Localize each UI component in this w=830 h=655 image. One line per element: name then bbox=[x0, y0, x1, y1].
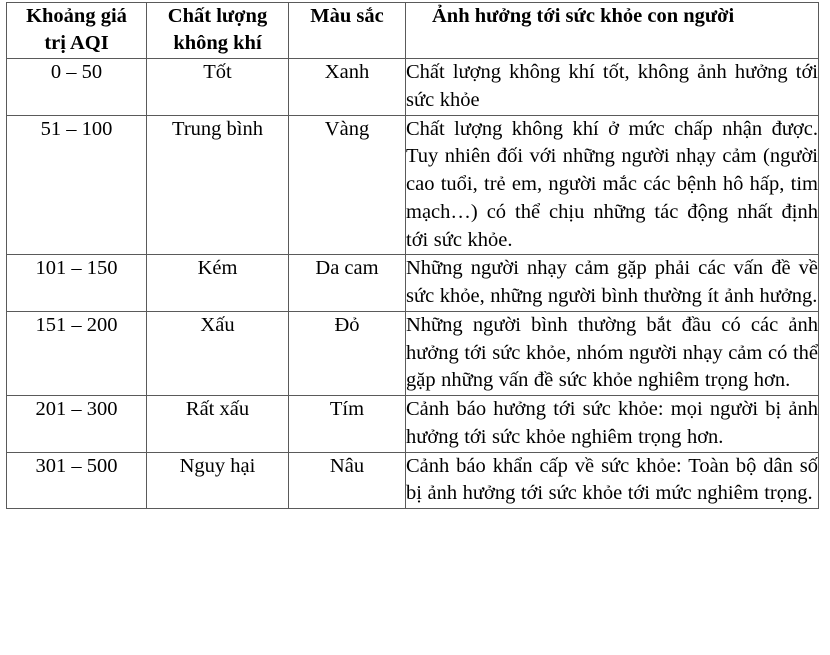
column-header-aqi-range bbox=[7, 3, 147, 59]
cell-health-effect: Chất lượng không khí ở mức chấp nhận được. Tuy nhiên đối với những người nhạy cảm (người cao tuổi, trẻ em, người mắc các bệnh hô hấp, tim mạch…) có thể chịu những tác động nhất định tới sức khỏe. bbox=[406, 115, 819, 255]
cell-health-effect: Cảnh báo khẩn cấp về sức khỏe: Toàn bộ dân số bị ảnh hưởng tới sức khỏe tới mức nghiêm trọng. bbox=[406, 452, 819, 509]
cell-color: Da cam bbox=[289, 255, 406, 312]
column-header-air-quality-line2: không khí bbox=[173, 32, 262, 55]
cell-aqi-range: 301 – 500 bbox=[7, 452, 147, 509]
cell-aqi-range: 201 – 300 bbox=[7, 396, 147, 453]
cell-health-effect: Những người bình thường bắt đầu có các ảnh hưởng tới sức khỏe, nhóm người nhạy cảm có thể gặp những vấn đề sức khỏe nghiêm trọng hơn. bbox=[406, 311, 819, 395]
table-body bbox=[7, 59, 819, 509]
table-row bbox=[7, 311, 819, 395]
cell-health-effect: Chất lượng không khí tốt, không ảnh hưởng tới sức khỏe bbox=[406, 59, 819, 116]
column-header-color bbox=[289, 3, 406, 59]
table-row bbox=[7, 59, 819, 116]
table-row bbox=[7, 115, 819, 255]
column-header-health-effect bbox=[406, 3, 819, 59]
table-row bbox=[7, 255, 819, 312]
cell-air-quality: Rất xấu bbox=[147, 396, 289, 453]
cell-air-quality: Tốt bbox=[147, 59, 289, 116]
cell-aqi-range: 0 – 50 bbox=[7, 59, 147, 116]
table-header bbox=[7, 3, 819, 59]
aqi-levels-table bbox=[6, 2, 819, 509]
cell-health-effect: Những người nhạy cảm gặp phải các vấn đề về sức khỏe, những người bình thường ít ảnh hưởng. bbox=[406, 255, 819, 312]
cell-air-quality: Kém bbox=[147, 255, 289, 312]
cell-health-effect: Cảnh báo hưởng tới sức khỏe: mọi người bị ảnh hưởng tới sức khỏe nghiêm trọng hơn. bbox=[406, 396, 819, 453]
cell-air-quality: Nguy hại bbox=[147, 452, 289, 509]
cell-color: Đỏ bbox=[289, 311, 406, 395]
column-header-aqi-range-line2: trị AQI bbox=[44, 32, 109, 55]
cell-air-quality: Xấu bbox=[147, 311, 289, 395]
cell-aqi-range: 101 – 150 bbox=[7, 255, 147, 312]
cell-color: Nâu bbox=[289, 452, 406, 509]
cell-color: Vàng bbox=[289, 115, 406, 255]
cell-aqi-range: 151 – 200 bbox=[7, 311, 147, 395]
table-header-row bbox=[7, 3, 819, 59]
table-row bbox=[7, 452, 819, 509]
cell-air-quality: Trung bình bbox=[147, 115, 289, 255]
cell-aqi-range: 51 – 100 bbox=[7, 115, 147, 255]
column-header-aqi-range-line1: Khoảng giá bbox=[26, 5, 127, 27]
cell-color: Xanh bbox=[289, 59, 406, 116]
column-header-health-effect-line1: Ảnh hưởng tới sức khỏe con người bbox=[432, 5, 735, 27]
cell-color: Tím bbox=[289, 396, 406, 453]
column-header-air-quality-line1: Chất lượng bbox=[167, 5, 268, 27]
column-header-air-quality bbox=[147, 3, 289, 59]
column-header-color-line1: Màu sắc bbox=[310, 5, 384, 27]
table-row bbox=[7, 396, 819, 453]
